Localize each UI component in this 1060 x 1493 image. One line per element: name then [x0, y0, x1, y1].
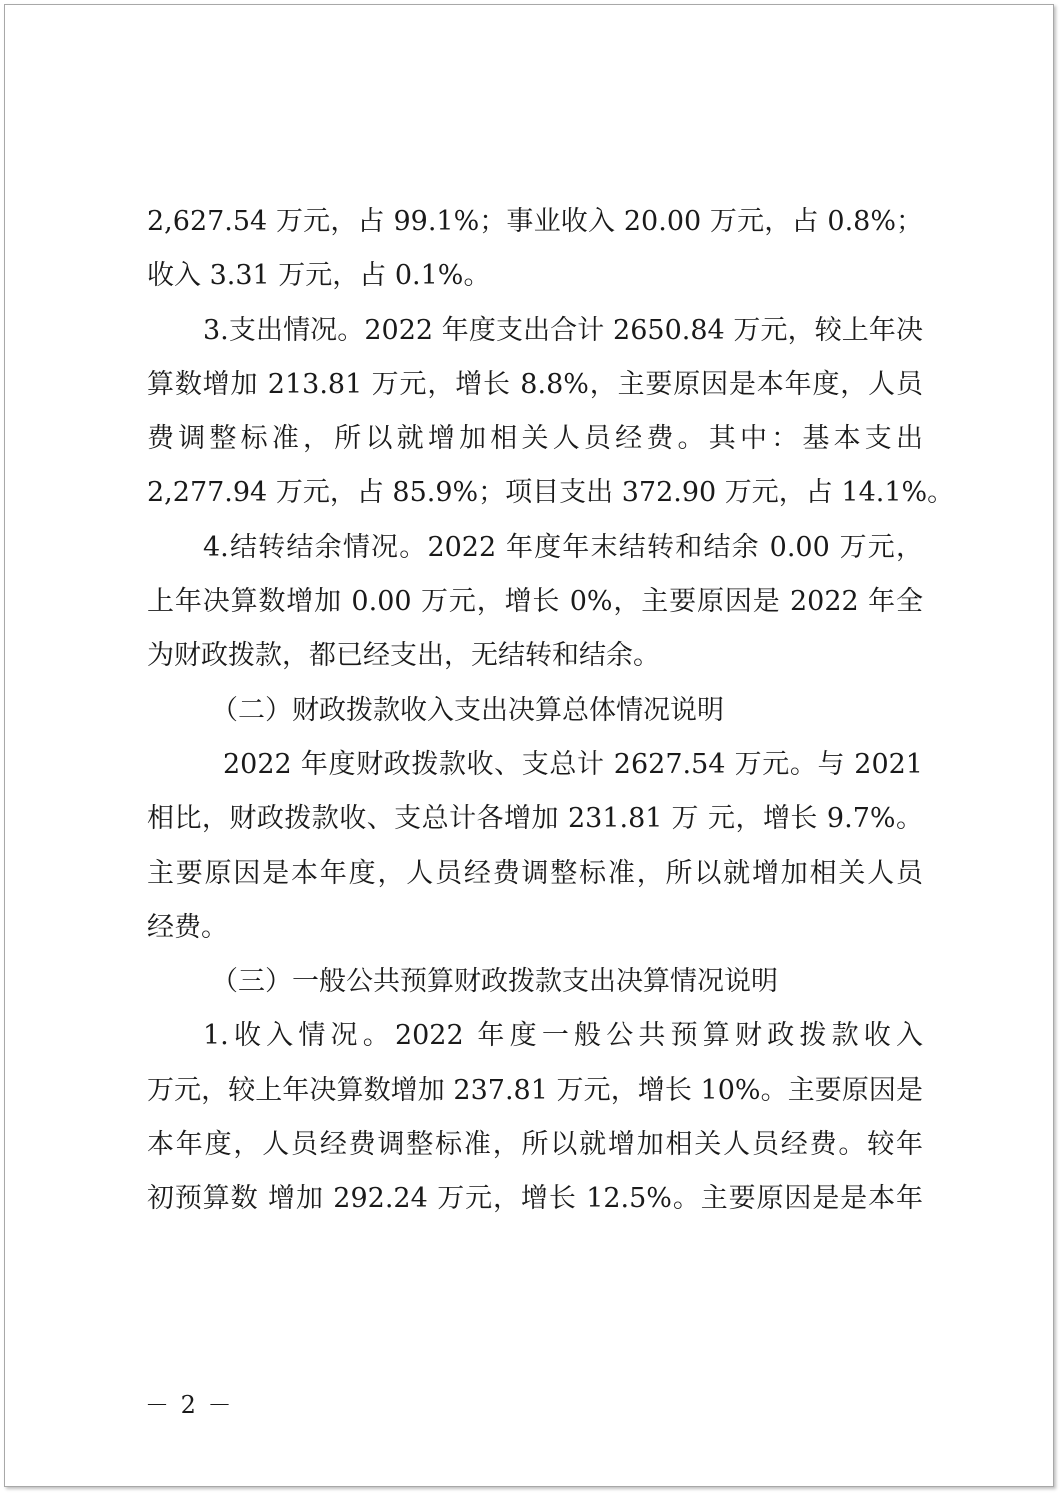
text-line: 上年决算数增加 0.00 万元，增长 0%，主要原因是 2022 年全	[147, 586, 923, 618]
text-line: 本年度，人员经费调整标准，所以就增加相关人员经费。较年	[147, 1129, 923, 1161]
text-line: 算数增加 213.81 万元，增长 8.8%，主要原因是本年度，人员	[147, 368, 923, 400]
text-line: 2,277.94 万元，占 85.9%；项目支出 372.90 万元，占 14.1%。	[147, 477, 955, 509]
text-line: 2022 年度财政拨款收、支总计 2627.54 万元。与 2021	[223, 748, 923, 780]
text-line: 万元，较上年决算数增加 237.81 万元，增长 10%。主要原因是	[147, 1074, 923, 1106]
text-line: 相比，财政拨款收、支总计各增加 231.81 万 元，增长 9.7%。	[147, 803, 923, 835]
text-line: 为财政拨款，都已经支出，无结转和结余。	[147, 640, 660, 672]
page-number: － 2 －	[145, 1391, 234, 1419]
text-line: 2,627.54 万元，占 99.1%；事业收入 20.00 万元，占 0.8%；	[147, 206, 923, 237]
text-line: 3.支出情况。2022 年度支出合计 2650.84 万元，较上年决	[203, 314, 923, 346]
section-heading: （三）一般公共预算财政拨款支出决算情况说明	[211, 966, 778, 998]
text-line: 经费。	[147, 911, 228, 943]
document-page	[4, 4, 1054, 1487]
document-body	[147, 195, 955, 1227]
section-heading: （二）财政拨款收入支出决算总体情况说明	[211, 694, 724, 726]
text-line: 主要原因是本年度，人员经费调整标准，所以就增加相关人员	[147, 857, 923, 889]
text-line: 费调整标准，所以就增加相关人员经费。其中：基本支出	[147, 423, 923, 455]
text-line: 4.结转结余情况。2022 年度年末结转和结余 0.00 万元，	[203, 531, 923, 563]
text-line: 1.收入情况。2022 年度一般公共预算财政拨款收入	[203, 1020, 923, 1052]
text-line: 初预算数 增加 292.24 万元，增长 12.5%。主要原因是是本年	[147, 1183, 923, 1215]
text-line: 收入 3.31 万元，占 0.1%。	[147, 260, 491, 292]
